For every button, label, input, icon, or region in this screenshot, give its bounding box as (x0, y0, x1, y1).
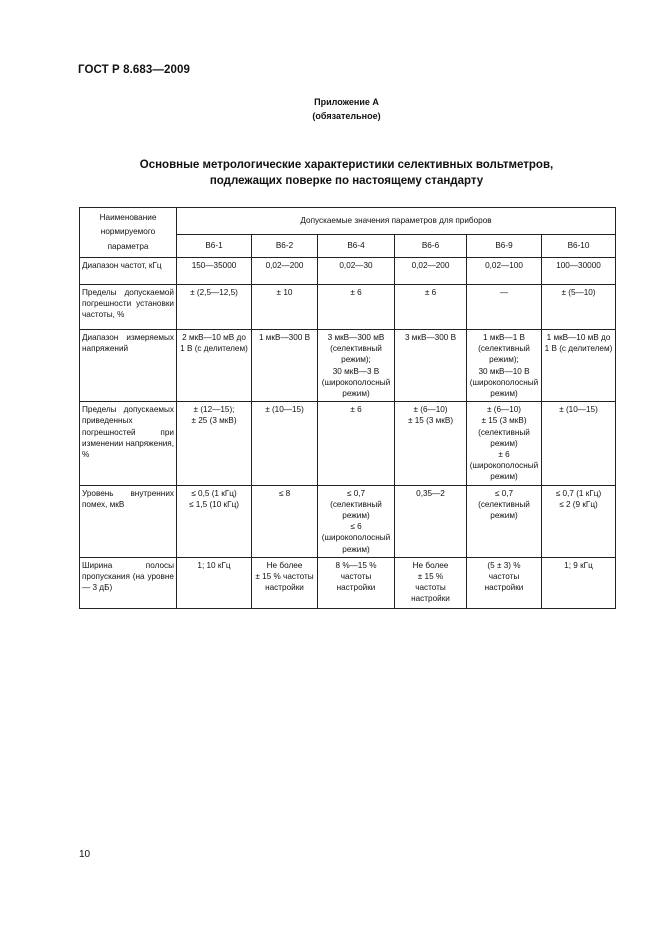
parameter-name: Пределы допускаемых приведенных погрешностей при изменении напряжения, % (80, 402, 177, 485)
table-cell: 3 мкВ—300 мВ (селективный режим); 30 мкВ—3 В (широкополосный режим) (318, 330, 395, 402)
appendix-heading (0, 95, 661, 123)
table-cell: (5 ± 3) % частоты настройки (467, 557, 542, 608)
table-cell: 1 мкВ—10 мВ до 1 В (с делителем) (542, 330, 616, 402)
table-cell: 100—30000 (542, 258, 616, 285)
page-number: 10 (79, 849, 91, 860)
table-row (80, 557, 616, 608)
column-group-header: Допускаемые значения параметров для приборов (177, 208, 616, 235)
parameters-table (79, 207, 616, 609)
table-cell: ± 6 (318, 285, 395, 330)
table-cell: Не более ± 15 % частоты настройки (395, 557, 467, 608)
table-cell: ± 6 (318, 402, 395, 485)
table-cell: ≤ 8 (252, 485, 318, 557)
table-cell: 2 мкВ—10 мВ до 1 В (с делителем) (177, 330, 252, 402)
parameter-name: Ширина полосы пропускания (на уровне — 3 дБ) (80, 557, 177, 608)
appendix-status: (обязательное) (312, 111, 381, 121)
parameter-name: Диапазон измеряемых напряжений (80, 330, 177, 402)
table-cell: ± (10—15) (252, 402, 318, 485)
device-header: В6-6 (395, 235, 467, 258)
standard-code: ГОСТ Р 8.683—2009 (78, 64, 190, 76)
table-cell: ≤ 0,7 (селективный режим) ≤ 6 (широкополосный режим) (318, 485, 395, 557)
table-cell: 1; 9 кГц (542, 557, 616, 608)
title-line-1: Основные метрологические характеристики селективных вольтметров, (139, 159, 554, 171)
title-line-2: подлежащих поверке по настоящему стандарту (209, 175, 484, 187)
table-cell: ≤ 0,5 (1 кГц) ≤ 1,5 (10 кГц) (177, 485, 252, 557)
table-row (80, 285, 616, 330)
table-cell: ± (5—10) (542, 285, 616, 330)
table-cell: 3 мкВ—300 В (395, 330, 467, 402)
table-cell: ± (12—15); ± 25 (3 мкВ) (177, 402, 252, 485)
device-header: В6-4 (318, 235, 395, 258)
table-row (80, 258, 616, 285)
device-header: В6-2 (252, 235, 318, 258)
parameter-name: Уровень внутренних помех, мкВ (80, 485, 177, 557)
table-row (80, 402, 616, 485)
table-cell: ± (10—15) (542, 402, 616, 485)
device-header: В6-1 (177, 235, 252, 258)
appendix-label: Приложение А (314, 97, 379, 107)
parameter-name: Диапазон частот, кГц (80, 258, 177, 285)
device-header: В6-9 (467, 235, 542, 258)
document-title (0, 157, 661, 189)
table-cell: ≤ 0,7 (1 кГц) ≤ 2 (9 кГц) (542, 485, 616, 557)
table-cell: — (467, 285, 542, 330)
table-cell: 0,02—200 (252, 258, 318, 285)
table-cell: 1 мкВ—1 В (селективный режим); 30 мкВ—10 В (широкополосный режим) (467, 330, 542, 402)
table-cell: 0,02—100 (467, 258, 542, 285)
table-cell: Не более ± 15 % частоты настройки (252, 557, 318, 608)
table-cell: 0,02—30 (318, 258, 395, 285)
table-cell: 0,35—2 (395, 485, 467, 557)
table-cell: 150—35000 (177, 258, 252, 285)
table-cell: 0,02—200 (395, 258, 467, 285)
table-cell: 1 мкВ—300 В (252, 330, 318, 402)
column-header-parameter: Наименование нормируемого параметра (80, 208, 177, 258)
table-cell: ± 10 (252, 285, 318, 330)
table-cell: ≤ 0,7 (селективный режим) (467, 485, 542, 557)
table-row (80, 485, 616, 557)
table-cell: ± (2,5—12,5) (177, 285, 252, 330)
table-row (80, 330, 616, 402)
table-cell: 1; 10 кГц (177, 557, 252, 608)
table-cell: 8 %—15 % частоты настройки (318, 557, 395, 608)
table-cell: ± 6 (395, 285, 467, 330)
table-cell: ± (6—10) ± 15 (3 мкВ) (395, 402, 467, 485)
table-cell: ± (6—10) ± 15 (3 мкВ) (селективный режим) ± 6 (широкополосный режим) (467, 402, 542, 485)
parameter-name: Пределы допускаемой погрешности установки частоты, % (80, 285, 177, 330)
device-header: В6-10 (542, 235, 616, 258)
